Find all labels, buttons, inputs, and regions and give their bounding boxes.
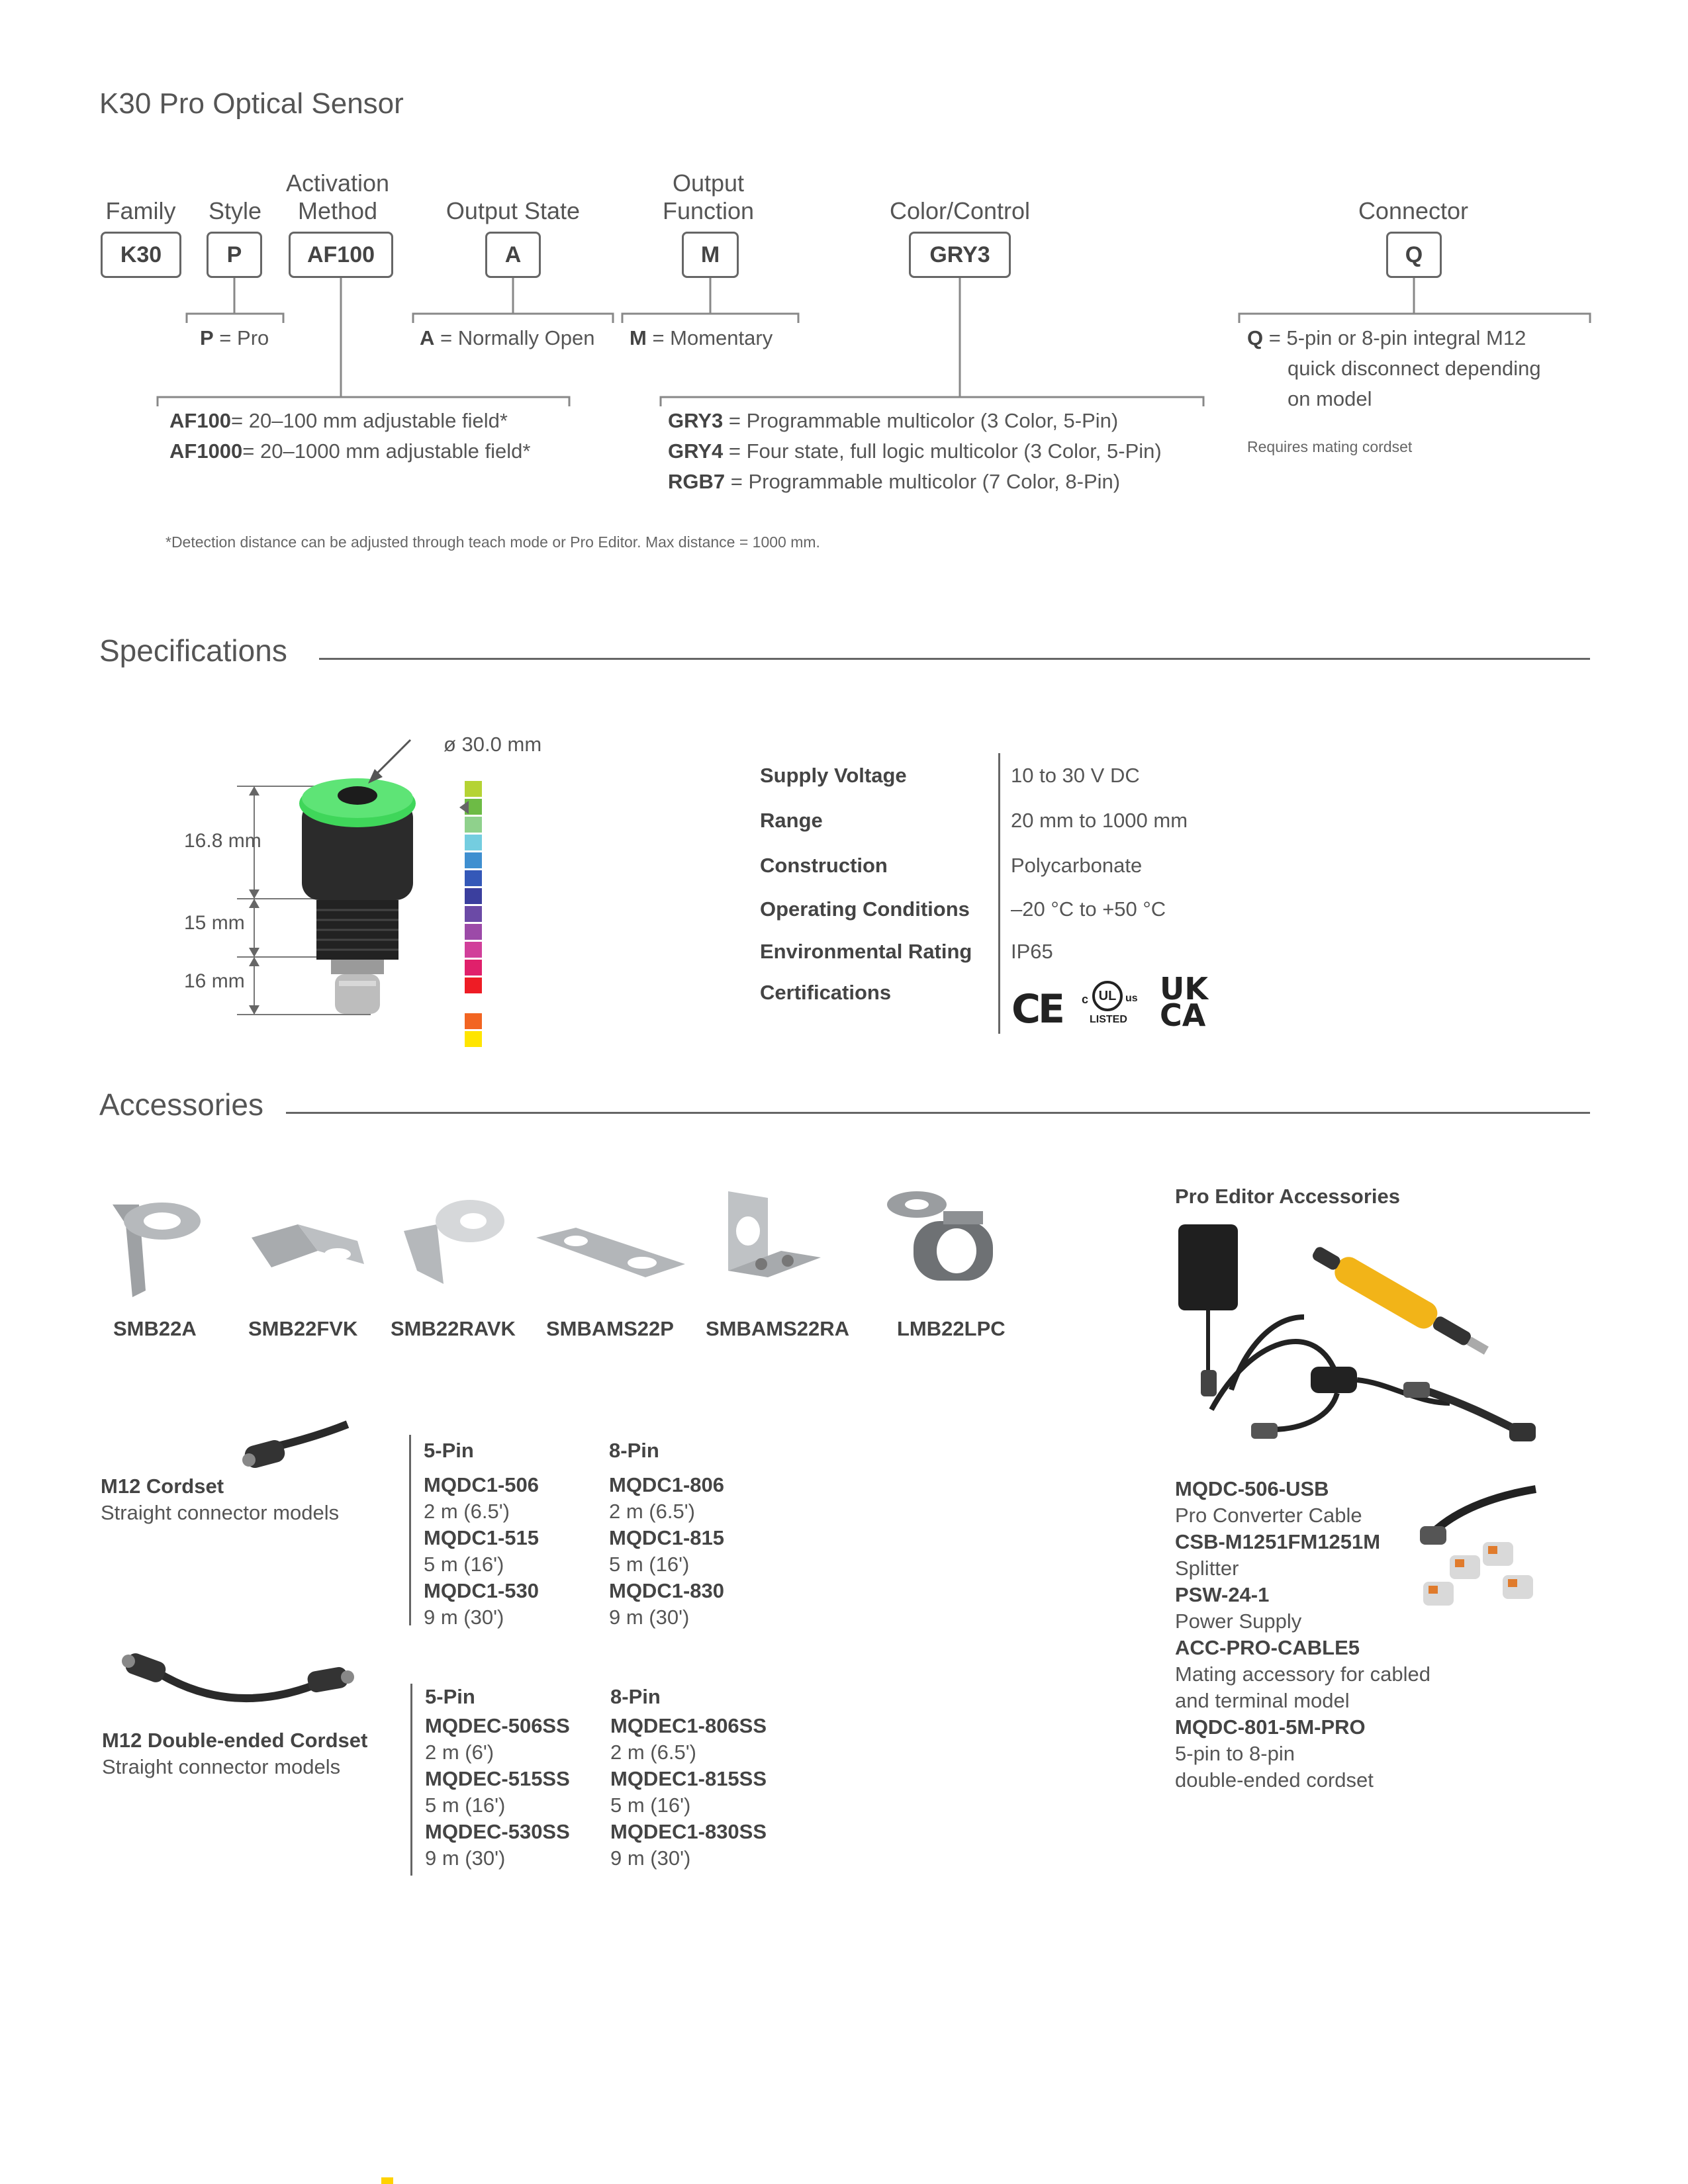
color-swatch <box>465 978 482 993</box>
smbams22p-image <box>536 1228 685 1277</box>
spec-label-certifications: Certifications <box>760 981 892 1004</box>
spec-value-construction: Polycarbonate <box>1011 854 1143 877</box>
code-connector: Q <box>1386 232 1442 278</box>
bracket-label-smb22ravk: SMB22RAVK <box>391 1317 516 1340</box>
color-swatch <box>465 817 482 833</box>
color-swatch <box>465 870 482 886</box>
spec-label-supply-voltage: Supply Voltage <box>760 764 907 787</box>
def-output-state: A = Normally Open <box>420 326 595 349</box>
accessories-heading: Accessories <box>99 1087 263 1122</box>
bracket-label-smb22a: SMB22A <box>113 1317 197 1340</box>
dim-cap-height: 16.8 mm <box>184 830 261 852</box>
label-output-function-1: Output <box>672 169 745 197</box>
color-swatch <box>465 835 482 850</box>
splitter-wago-image <box>1417 1482 1549 1615</box>
bracket-label-smb22fvk: SMB22FVK <box>248 1317 358 1340</box>
spec-value-environmental-rating: IP65 <box>1011 940 1053 963</box>
lmb22lpc-image <box>887 1191 993 1281</box>
pro-editor-kit-image <box>1172 1218 1542 1463</box>
dim-thread-height: 15 mm <box>184 912 245 934</box>
label-connector: Connector <box>1358 197 1469 224</box>
double-cordset-8pin-list: 8-Pin MQDEC1-806SS 2 m (6.5') MQDEC1-815SS 5 m (16') MQDEC1-830SS 9 m (30') <box>610 1685 767 1870</box>
cordset-divider <box>410 1684 412 1876</box>
def-output-function: M = Momentary <box>630 326 773 349</box>
pro-editor-heading: Pro Editor Accessories <box>1175 1185 1400 1208</box>
m12-double-cordset-image <box>119 1648 357 1727</box>
def-connector-1: Q = 5-pin or 8-pin integral M12 <box>1247 326 1526 349</box>
m12-cordset-image <box>238 1416 357 1476</box>
spec-label-operating-conditions: Operating Conditions <box>760 897 970 921</box>
spec-value-range: 20 mm to 1000 mm <box>1011 809 1188 832</box>
color-swatch <box>465 942 482 958</box>
page-title: K30 Pro Optical Sensor <box>99 87 404 120</box>
spec-label-construction: Construction <box>760 854 888 877</box>
def-connector-3: on model <box>1288 387 1372 410</box>
color-swatch <box>465 924 482 940</box>
spec-value-supply-voltage: 10 to 30 V DC <box>1011 764 1140 787</box>
label-style: Style <box>208 197 262 224</box>
def-color-1: GRY3 = Programmable multicolor (3 Color, 5-Pin) <box>668 409 1119 432</box>
bracket-images <box>99 1185 1026 1304</box>
m12-cordset-desc: Straight connector models <box>101 1501 340 1524</box>
m12-double-cordset-desc: Straight connector models <box>102 1755 341 1778</box>
spec-label-range: Range <box>760 809 823 832</box>
def-activation-1: AF100= 20–100 mm adjustable field* <box>169 409 508 432</box>
specifications-heading: Specifications <box>99 633 287 668</box>
divider <box>319 658 1590 660</box>
spec-value-operating-conditions: –20 °C to +50 °C <box>1011 897 1166 921</box>
color-swatch <box>465 888 482 904</box>
indicator-arrow-icon <box>459 801 469 814</box>
bracket-label-smbams22p: SMBAMS22P <box>546 1317 674 1340</box>
bracket-label-lmb22lpc: LMB22LPC <box>897 1317 1006 1340</box>
label-color-control: Color/Control <box>889 197 1031 224</box>
accent-mark <box>381 2177 393 2184</box>
footnote: *Detection distance can be adjusted through teach mode or Pro Editor. Max distance = 1000 mm. <box>165 533 820 551</box>
color-swatch <box>465 781 482 797</box>
code-activation: AF100 <box>289 232 393 278</box>
smb22ravk-image <box>404 1200 504 1284</box>
color-swatch <box>465 852 482 868</box>
def-color-3: RGB7 = Programmable multicolor (7 Color, 8-Pin) <box>668 470 1121 493</box>
smb22a-image <box>113 1203 201 1297</box>
def-color-2: GRY4 = Four state, full logic multicolor (3 Color, 5-Pin) <box>668 439 1162 463</box>
ce-mark-icon: CE <box>1011 986 1063 1032</box>
def-connector-2: quick disconnect depending <box>1288 357 1541 380</box>
code-family: K30 <box>101 232 181 278</box>
color-swatch-column <box>465 781 482 1049</box>
label-activation-1: Activation <box>285 169 390 197</box>
m12-cordset-name: M12 Cordset <box>101 1475 224 1498</box>
def-style: P = Pro <box>200 326 269 349</box>
def-activation-2: AF1000= 20–1000 mm adjustable field* <box>169 439 531 463</box>
cordset-8pin-list: 8-Pin MQDC1-806 2 m (6.5') MQDC1-815 5 m (16') MQDC1-830 9 m (30') <box>609 1439 724 1629</box>
m12-double-cordset-name: M12 Double-ended Cordset <box>102 1729 368 1752</box>
label-activation-2: Method <box>297 197 378 224</box>
color-swatch <box>465 906 482 922</box>
bracket-label-smbams22ra: SMBAMS22RA <box>706 1317 850 1340</box>
connector-note: Requires mating cordset <box>1247 438 1413 455</box>
cordset-5pin-list: 5-Pin MQDC1-506 2 m (6.5') MQDC1-515 5 m (16') MQDC1-530 9 m (30') <box>424 1439 539 1629</box>
spec-divider <box>998 753 1000 1034</box>
double-cordset-5pin-list: 5-Pin MQDEC-506SS 2 m (6') MQDEC-515SS 5 m (16') MQDEC-530SS 9 m (30') <box>425 1685 570 1870</box>
divider <box>286 1112 1590 1114</box>
cordset-divider <box>409 1435 411 1625</box>
smbams22ra-image <box>728 1191 821 1277</box>
color-swatch <box>465 1031 482 1047</box>
label-output-function-2: Function <box>662 197 755 224</box>
label-output-state: Output State <box>445 197 581 224</box>
code-output-state: A <box>485 232 541 278</box>
pro-editor-list: MQDC-506-USB Pro Converter Cable CSB-M1251FM1251M Splitter PSW-24-1 Power Supply ACC-PRO-CABLE5 Mating accessory for cabled and terminal model MQDC-801-5M-PRO 5-pin to 8-pin double-ended cordset <box>1175 1477 1430 1792</box>
code-color-control: GRY3 <box>909 232 1011 278</box>
ul-listed-mark-icon: c UL us LISTED <box>1082 978 1145 1031</box>
spec-label-environmental-rating: Environmental Rating <box>760 940 972 963</box>
code-output-function: M <box>682 232 739 278</box>
dim-diameter: ø 30.0 mm <box>444 733 542 756</box>
smb22fvk-image <box>252 1224 364 1267</box>
code-style: P <box>207 232 262 278</box>
color-swatch <box>465 960 482 976</box>
ukca-mark-icon: UK CA <box>1160 971 1208 1033</box>
dim-connector-height: 16 mm <box>184 970 245 992</box>
color-swatch <box>465 1013 482 1029</box>
label-family: Family <box>105 197 176 224</box>
